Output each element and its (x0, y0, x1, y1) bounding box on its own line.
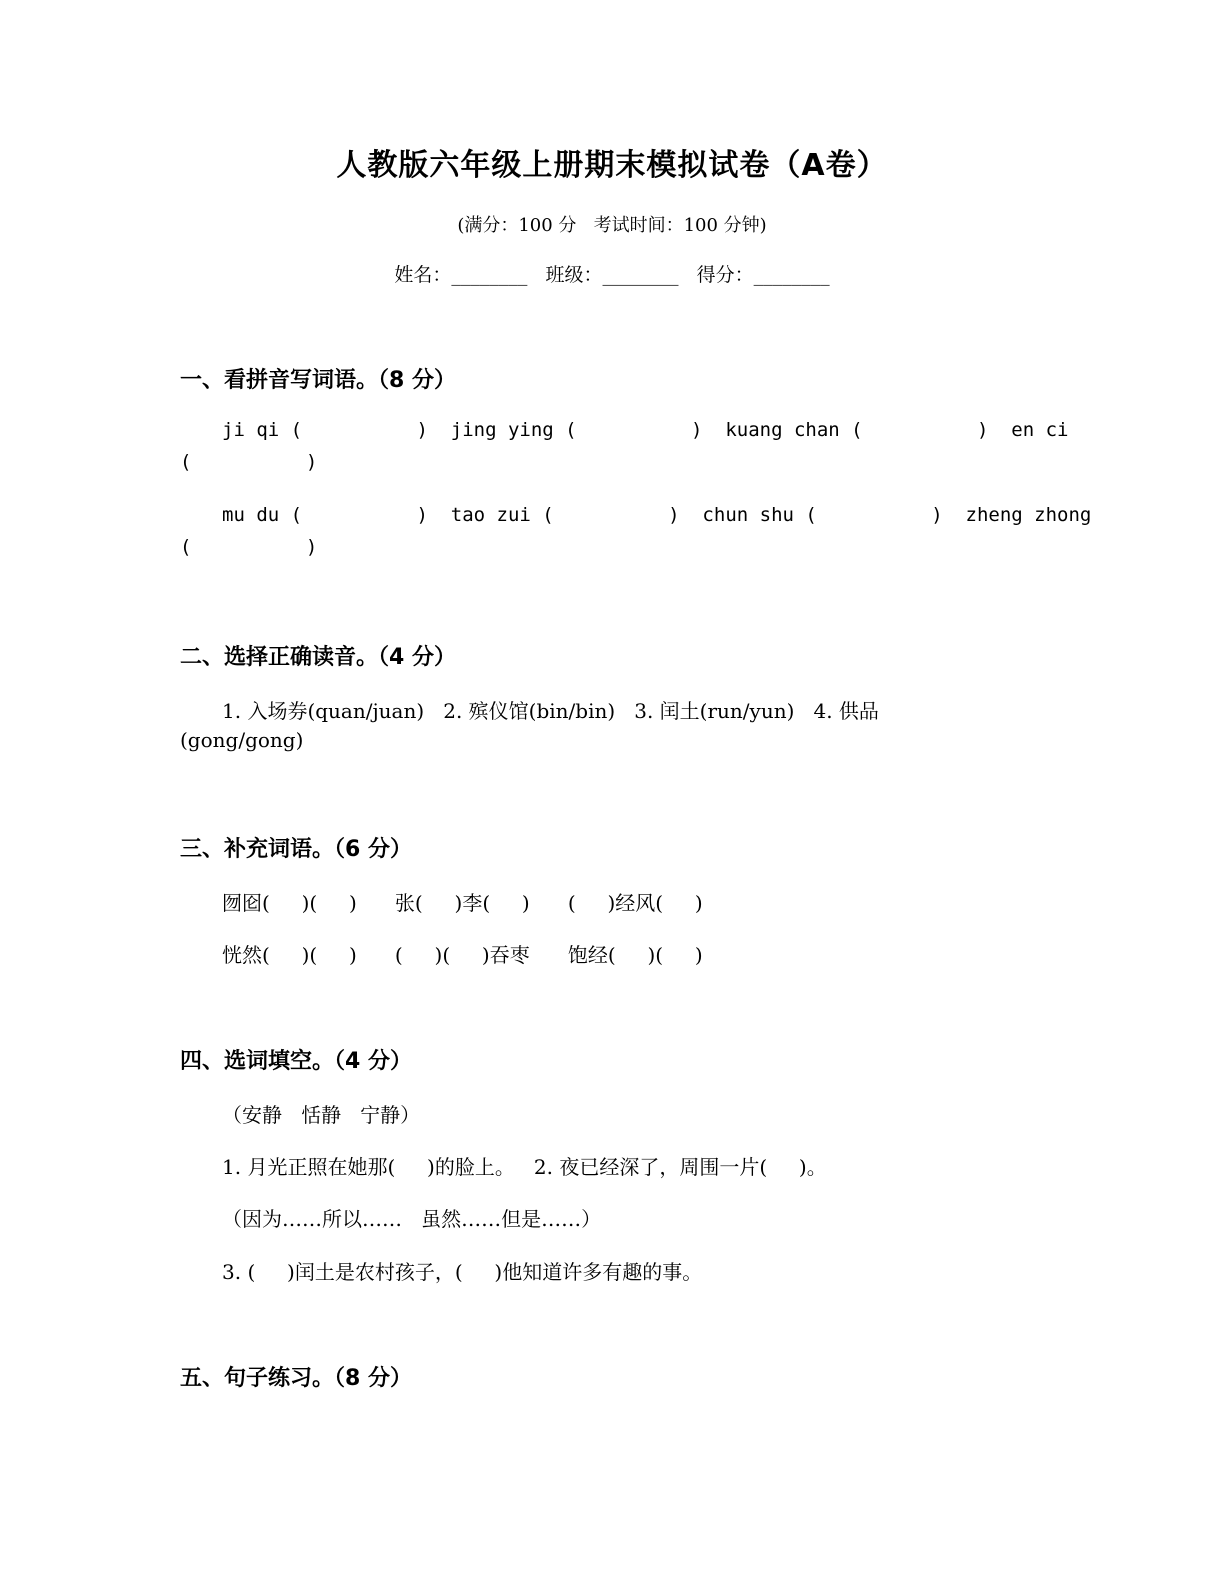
fill-blank-line-2: 3. ( )闰土是农村孩子，( )他知道许多有趣的事。 (222, 1260, 703, 1284)
word-choices-2: （因为……所以…… 虽然……但是……） (222, 1207, 602, 1231)
section-3-heading: 三、补充词语。（6 分） (180, 837, 412, 862)
section-4-heading: 四、选词填空。（4 分） (180, 1049, 412, 1074)
pronunciation-line: 1. 入场券(quan/juan) 2. 殡仪馆(bin/bin) 3. 闰土(run/yun) 4. 供品 (222, 699, 879, 723)
section-5-heading: 五、句子练习。（8 分） (180, 1366, 412, 1391)
pinyin-line-1-wrap: ( ) (180, 451, 318, 473)
section-2-heading: 二、选择正确读音。（4 分） (180, 645, 456, 670)
pinyin-line-2-wrap: ( ) (180, 536, 318, 558)
section-1-heading: 一、看拼音写词语。（8 分） (180, 368, 456, 393)
pinyin-line-1: ji qi ( ) jing ying ( ) kuang chan ( ) en ci (222, 419, 1069, 441)
idiom-line-1: 囫囵( )( ) 张( )李( ) ( )经风( ) (222, 891, 703, 915)
fill-blank-line-1: 1. 月光正照在她那( )的脸上。 2. 夜已经深了，周围一片( )。 (222, 1155, 827, 1179)
student-info-line: 姓名：________ 班级：________ 得分：________ (394, 264, 830, 286)
idiom-line-2: 恍然( )( ) ( )( )吞枣 饱经( )( ) (222, 943, 703, 967)
pinyin-line-2: mu du ( ) tao zui ( ) chun shu ( ) zheng zhong (222, 504, 1092, 526)
pronunciation-line-wrap: (gong/gong) (180, 728, 304, 752)
page-title: 人教版六年级上册期末模拟试卷（A卷） (336, 148, 888, 183)
exam-meta: (满分：100 分 考试时间：100 分钟) (457, 215, 767, 236)
word-choices-1: （安静 恬静 宁静） (222, 1103, 421, 1127)
